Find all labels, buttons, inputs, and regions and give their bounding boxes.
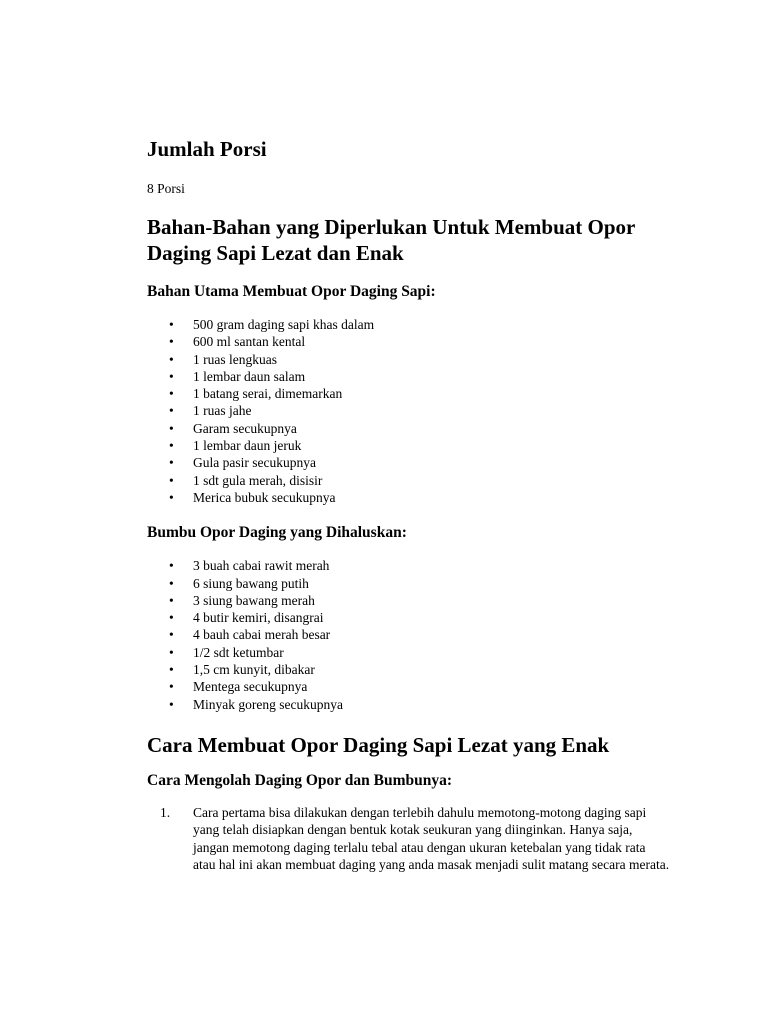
bullet-icon: •	[169, 334, 174, 350]
list-item	[147, 575, 687, 592]
list-item	[147, 333, 687, 350]
bullet-icon: •	[169, 696, 174, 712]
bullet-icon: •	[169, 575, 174, 591]
step-number: 1.	[160, 804, 171, 820]
bullet-icon: •	[169, 592, 174, 608]
bullet-icon: •	[169, 386, 174, 402]
list-item	[147, 472, 687, 489]
list-item-text: 3 buah cabai rawit merah	[193, 558, 330, 574]
list-item	[147, 420, 687, 437]
list-item-text: 1 lembar daun jeruk	[193, 438, 302, 454]
list-item-text: 500 gram daging sapi khas dalam	[193, 317, 375, 332]
list-item	[147, 626, 687, 643]
list-item	[147, 696, 687, 713]
bullet-icon: •	[169, 472, 174, 488]
list-item-text: Merica bubuk secukupnya	[193, 489, 336, 505]
document-page	[147, 136, 687, 874]
list-item	[147, 592, 687, 609]
method-subheading: Cara Mengolah Daging Opor dan Bumbunya:	[147, 771, 453, 789]
step-text: Cara pertama bisa dilakukan dengan terlebih dahulu memotong-motong daging sapi yang telah disiapkan dengan bentuk kotak seukuran yang diinginkan. Hanya saja, jangan memotong daging terlalu tebal atau dengan ukuran ketebalan yang tidak rata atau hal ini akan membuat daging yang anda masak menjadi sulit matang secara merata.	[193, 804, 670, 873]
list-item	[147, 368, 687, 385]
list-item	[147, 316, 687, 333]
bullet-icon: •	[169, 317, 174, 332]
list-item	[147, 351, 687, 368]
bullet-icon: •	[169, 420, 174, 436]
bullet-icon: •	[169, 351, 174, 367]
list-item-text: 1,5 cm kunyit, dibakar	[193, 662, 315, 678]
list-item	[147, 385, 687, 402]
bullet-icon: •	[169, 558, 174, 574]
bullet-icon: •	[169, 489, 174, 505]
list-item	[147, 644, 687, 661]
method-heading: Cara Membuat Opor Daging Sapi Lezat yang Enak	[147, 732, 610, 757]
list-item-text: Gula pasir secukupnya	[193, 455, 316, 471]
list-item-text: Garam secukupnya	[193, 420, 297, 436]
servings-heading: Jumlah Porsi	[147, 137, 267, 161]
list-item	[147, 678, 687, 695]
list-item-text: 1 ruas jahe	[193, 403, 252, 419]
list-item-text: Minyak goreng secukupnya	[193, 696, 343, 712]
spices-list	[147, 557, 687, 713]
list-item-text: 1 lembar daun salam	[193, 368, 306, 384]
list-item	[147, 609, 687, 626]
list-item-text: 1/2 sdt ketumbar	[193, 644, 284, 660]
list-item	[147, 661, 687, 678]
bullet-icon: •	[169, 368, 174, 384]
bullet-icon: •	[169, 662, 174, 678]
list-item-text: 4 butir kemiri, disangrai	[193, 610, 324, 626]
bullet-icon: •	[169, 610, 174, 626]
bullet-icon: •	[169, 438, 174, 454]
bullet-icon: •	[169, 644, 174, 660]
list-item-text: 1 batang serai, dimemarkan	[193, 386, 343, 402]
list-item	[147, 454, 687, 471]
list-item	[147, 402, 687, 419]
list-item-text: Mentega secukupnya	[193, 679, 308, 695]
list-item	[147, 557, 687, 574]
ingredients-heading: Bahan-Bahan yang Diperlukan Untuk Membuat Opor Daging Sapi Lezat dan Enak	[147, 215, 635, 265]
method-steps-list	[147, 804, 687, 874]
bullet-icon: •	[169, 455, 174, 471]
bullet-icon: •	[169, 627, 174, 643]
list-item-text: 4 bauh cabai merah besar	[193, 627, 331, 643]
bullet-icon: •	[169, 403, 174, 419]
list-item-text: 1 sdt gula merah, disisir	[193, 472, 323, 488]
bullet-icon: •	[169, 679, 174, 695]
main-ingredients-list	[147, 316, 687, 506]
list-item-text: 3 siung bawang merah	[193, 592, 315, 608]
list-item	[147, 489, 687, 506]
list-item	[147, 437, 687, 454]
servings-value: 8 Porsi	[147, 181, 185, 196]
spices-heading: Bumbu Opor Daging yang Dihaluskan:	[147, 524, 407, 542]
list-item-text: 1 ruas lengkuas	[193, 351, 277, 367]
list-item	[147, 804, 671, 874]
main-ingredients-heading: Bahan Utama Membuat Opor Daging Sapi:	[147, 283, 436, 300]
list-item-text: 600 ml santan kental	[193, 334, 306, 350]
list-item-text: 6 siung bawang putih	[193, 575, 309, 591]
